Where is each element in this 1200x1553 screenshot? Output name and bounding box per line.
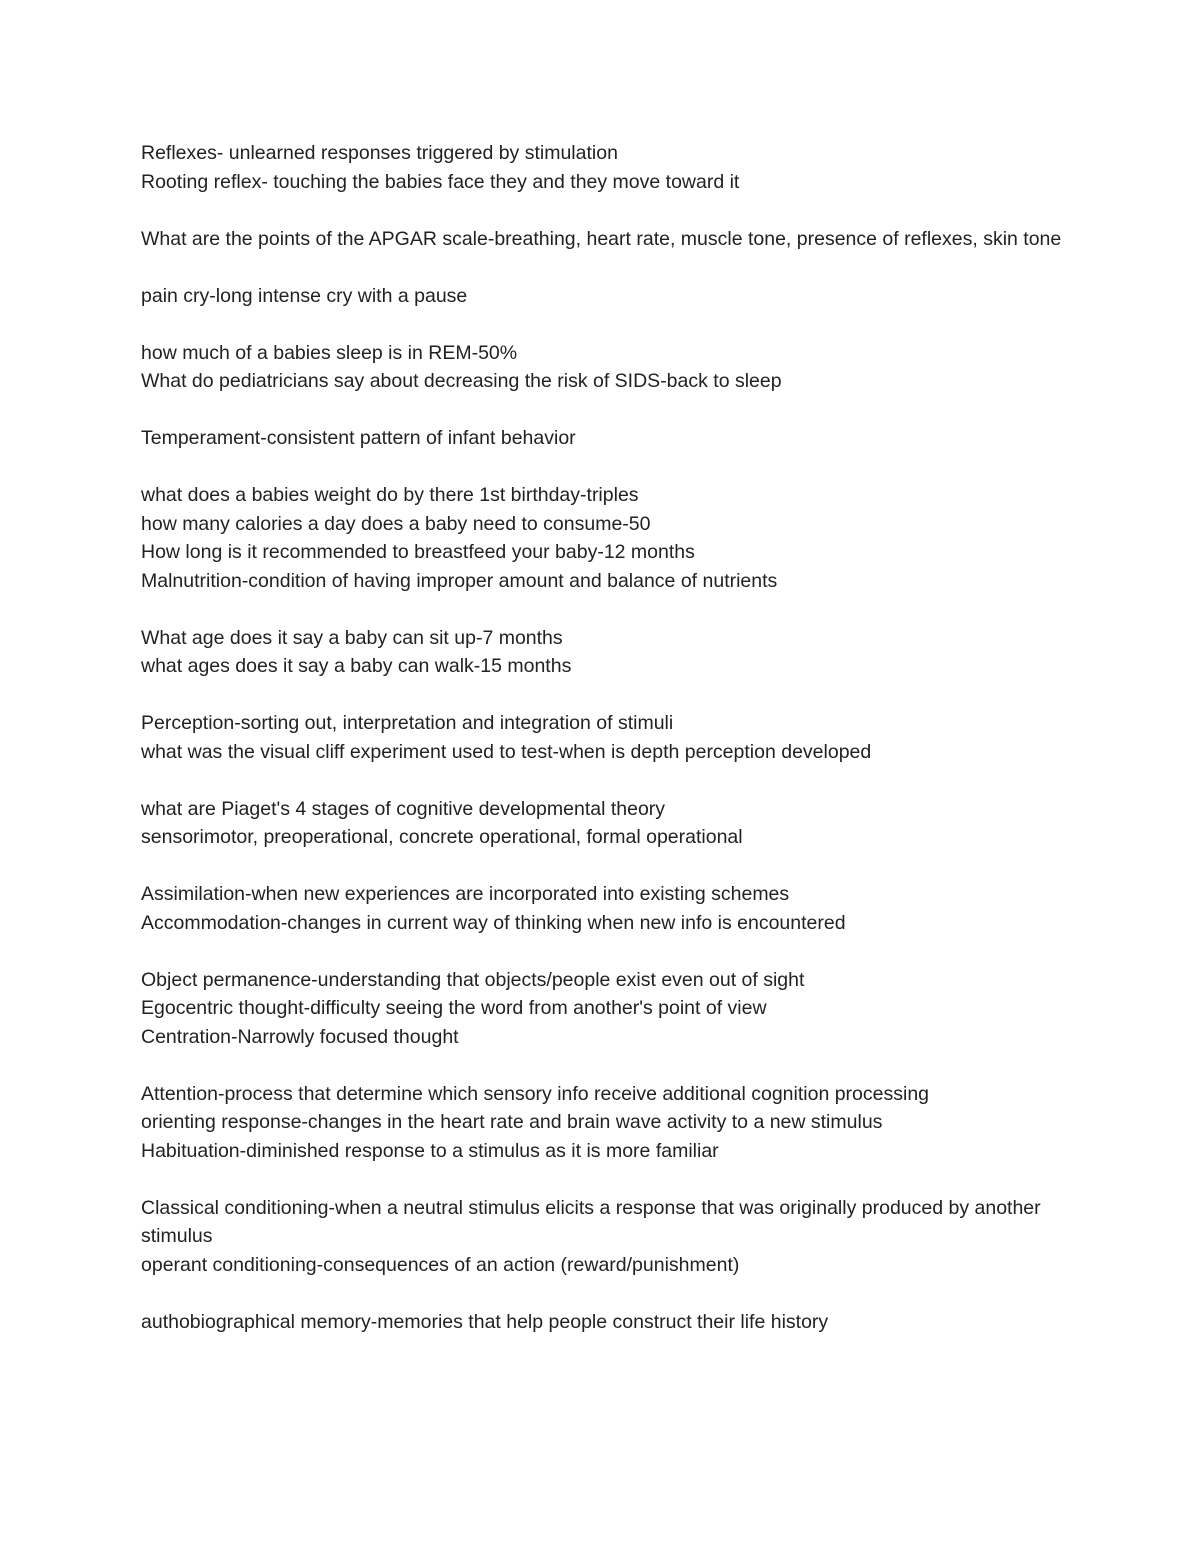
text-line: How long is it recommended to breastfeed your baby-12 months <box>141 541 695 563</box>
text-line: Reflexes- unlearned responses triggered by stimulation <box>141 142 618 164</box>
text-line: Malnutrition-condition of having improper amount and balance of nutrients <box>141 569 778 592</box>
text-line: What age does it say a baby can sit up-7 months <box>141 626 563 649</box>
text-line: authobiographical memory-memories that help people construct their life history <box>141 1310 829 1333</box>
text-line: orienting response-changes in the heart rate and brain wave activity to a new stimulus <box>141 1111 883 1133</box>
text-line: sensorimotor, preoperational, concrete operational, formal operational <box>141 826 743 848</box>
text-line: Perception-sorting out, interpretation and integration of stimuli <box>141 712 674 734</box>
text-line: Egocentric thought-difficulty seeing the word from another's point of view <box>141 997 767 1019</box>
text-line: how many calories a day does a baby need to consume-50 <box>141 512 651 535</box>
paragraph-motor-milestones <box>141 624 1081 681</box>
text-line: Assimilation-when new experiences are incorporated into existing schemes <box>141 883 790 905</box>
text-line: Attention-process that determine which sensory info receive additional cognition processing <box>141 1082 930 1105</box>
text-line: Object permanence-understanding that objects/people exist even out of sight <box>141 968 805 991</box>
paragraph-object-permanence <box>141 966 1081 1052</box>
document-page <box>141 139 1081 1365</box>
paragraph-reflexes <box>141 139 1081 196</box>
paragraph-sleep <box>141 339 1081 396</box>
text-line: what are Piaget's 4 stages of cognitive developmental theory <box>141 797 666 820</box>
paragraph-conditioning <box>141 1194 1081 1280</box>
text-line: Rooting reflex- touching the babies face they and they move toward it <box>141 170 740 193</box>
text-line: What are the points of the APGAR scale-breathing, heart rate, muscle tone, presence of reflexes, skin tone <box>141 227 1062 250</box>
text-line: what was the visual cliff experiment used to test-when is depth perception developed <box>141 740 872 763</box>
paragraph-nutrition <box>141 481 1081 595</box>
text-line: how much of a babies sleep is in REM-50% <box>141 341 518 364</box>
paragraph-perception <box>141 709 1081 766</box>
paragraph-pain-cry <box>141 282 1081 311</box>
text-line: pain cry-long intense cry with a pause <box>141 284 468 307</box>
text-line: operant conditioning-consequences of an action (reward/punishment) <box>141 1253 740 1276</box>
paragraph-assimilation <box>141 880 1081 937</box>
paragraph-piaget <box>141 795 1081 852</box>
text-line: Centration-Narrowly focused thought <box>141 1025 459 1048</box>
paragraph-memory <box>141 1308 1081 1337</box>
paragraph-temperament <box>141 424 1081 453</box>
text-line: Temperament-consistent pattern of infant behavior <box>141 427 576 449</box>
text-line: Accommodation-changes in current way of thinking when new info is encountered <box>141 911 846 934</box>
paragraph-apgar <box>141 225 1081 254</box>
text-line: what does a babies weight do by there 1st birthday-triples <box>141 484 639 506</box>
paragraph-attention <box>141 1080 1081 1166</box>
text-line: What do pediatricians say about decreasing the risk of SIDS-back to sleep <box>141 370 782 392</box>
text-line: what ages does it say a baby can walk-15 months <box>141 655 572 677</box>
text-line: Classical conditioning-when a neutral stimulus elicits a response that was originally produced by another stimulus <box>141 1196 1041 1247</box>
text-line: Habituation-diminished response to a stimulus as it is more familiar <box>141 1139 719 1162</box>
